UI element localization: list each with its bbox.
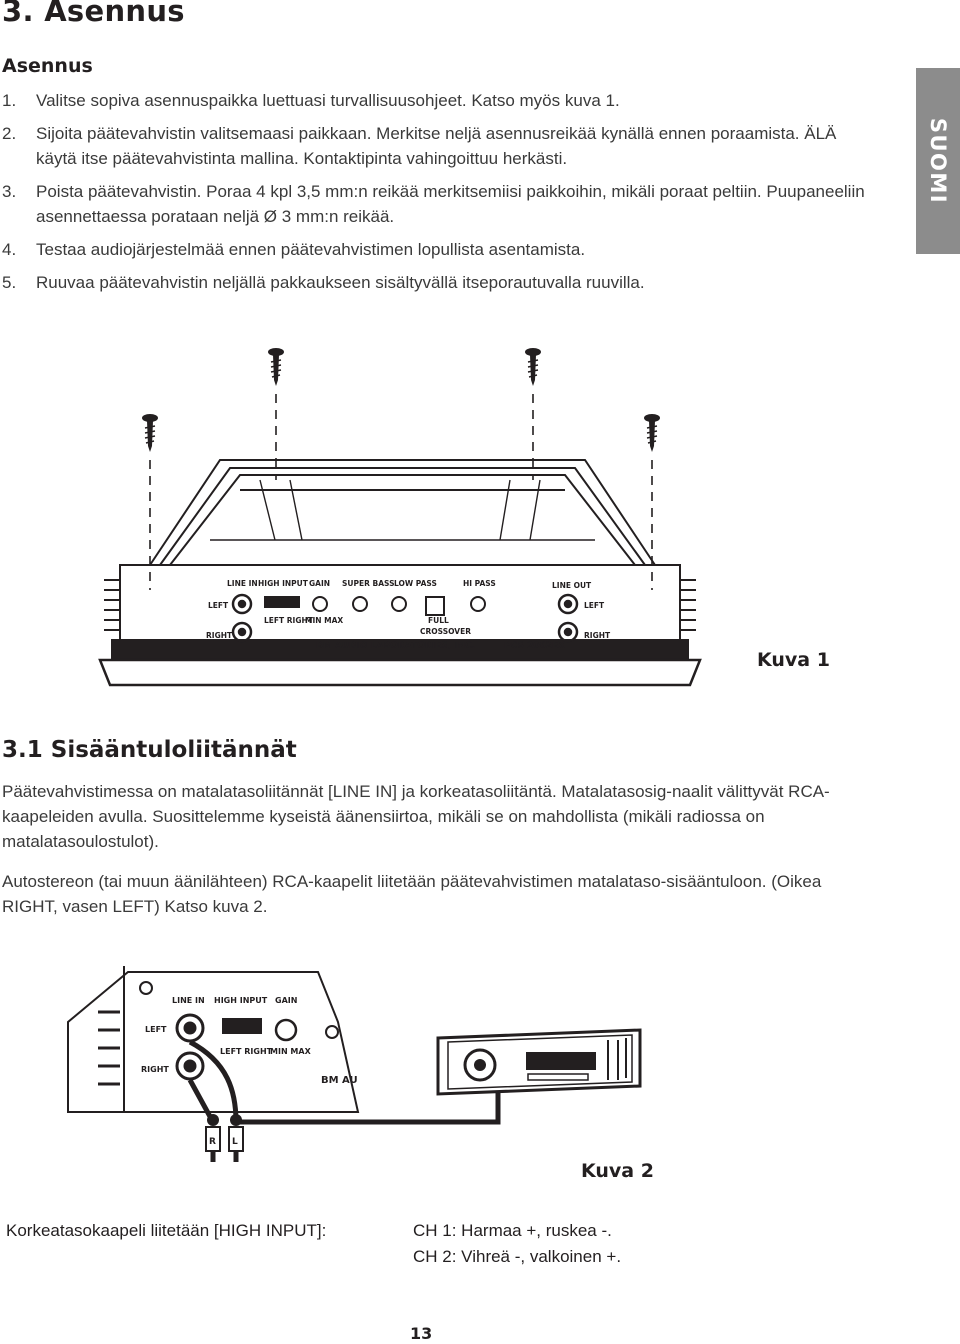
step-number: 5. <box>2 273 17 292</box>
heatsink-fins <box>98 1012 120 1084</box>
ch2-note: CH 2: Vihreä -, valkoinen +. <box>413 1247 622 1266</box>
label-super-bass: SUPER BASS <box>342 579 395 588</box>
label-left-right: LEFT RIGHT <box>220 1047 273 1056</box>
label-right: RIGHT <box>206 631 233 640</box>
language-tab <box>916 68 960 254</box>
amplifier-body <box>100 460 700 685</box>
list-item <box>0 88 880 113</box>
install-heading: Asennus <box>2 55 93 77</box>
page-title: 3. Asennus <box>2 0 185 28</box>
ch1-note: CH 1: Harmaa +, ruskea -. <box>413 1221 612 1240</box>
screw-icon <box>644 414 660 452</box>
label-left-right: LEFT RIGHT <box>264 616 313 625</box>
label-hi-pass: HI PASS <box>463 579 496 588</box>
step-text: Poista päätevahvistin. Poraa 4 kpl 3,5 mm:n reikää merkitsemiisi paikkoihin, mikäli poraat peltiin. Puupaneeliin asennettaessa porataan neljä Ø 3 mm:n reikää. <box>36 182 865 226</box>
list-item <box>0 237 880 262</box>
label-line-in: LINE IN <box>172 996 205 1005</box>
high-input-note: Korkeatasokaapeli liitetään [HIGH INPUT]: <box>6 1221 327 1240</box>
step-text: Valitse sopiva asennuspaikka luettuasi turvallisuusohjeet. Katso myös kuva 1. <box>36 91 620 110</box>
high-input-terminal <box>264 596 300 608</box>
install-steps-list <box>0 88 880 303</box>
screw-icon <box>142 414 158 452</box>
label-line-out: LINE OUT <box>552 581 592 590</box>
section-heading: 3.1 Sisääntuloliitännät <box>2 737 297 763</box>
label-high-input: HIGH INPUT <box>258 579 308 588</box>
screw-icon <box>525 348 541 386</box>
language-tab-label: SUOMI <box>926 117 950 205</box>
list-item <box>0 179 880 229</box>
label-right: RIGHT <box>141 1065 169 1074</box>
step-number: 4. <box>2 240 17 259</box>
label-left: LEFT <box>208 601 229 610</box>
step-number: 1. <box>2 91 17 110</box>
step-text: Ruuvaa päätevahvistin neljällä pakkaukseen sisältyvällä itseporautuvalla ruuvilla. <box>36 273 645 292</box>
figure2-caption: Kuva 2 <box>581 1160 654 1182</box>
amplifier-end-panel <box>68 966 358 1112</box>
label-right-out: RIGHT <box>584 631 611 640</box>
brand-label: BM AU <box>321 1075 358 1086</box>
knob-icon <box>313 597 485 611</box>
paragraph: Päätevahvistimessa on matalatasoliitännät [LINE IN] ja korkeatasoliitäntä. Matalatasosig-naalit välittyvät RCA-kaapeleiden avulla. Suosittelemme kyseistä äänensiirtoa, mikäli se on mahdollista (mikäli radiossa on matalatasoulostulot). <box>2 782 830 851</box>
label-left-out: LEFT <box>584 601 605 610</box>
drill-guide-lines <box>150 394 652 590</box>
gain-knob-icon <box>276 1020 296 1040</box>
list-item <box>0 121 880 171</box>
step-number: 2. <box>2 124 17 143</box>
label-min-max: MIN MAX <box>305 616 344 625</box>
label-full: FULL <box>428 616 449 625</box>
label-line-in: LINE IN <box>227 579 258 588</box>
brand-label: BM AUDIO LABORATORIES, INC. <box>316 641 476 651</box>
plug-l-label: L <box>232 1137 238 1147</box>
paragraph: Autostereon (tai muun äänilähteen) RCA-kaapelit liitetään päätevahvistimen matalataso-sisääntuloon. (Oikea RIGHT, vasen LEFT) Katso kuva 2. <box>2 872 822 916</box>
high-input-terminal <box>222 1018 262 1034</box>
label-gain: GAIN <box>309 579 331 588</box>
label-high-input: HIGH INPUT <box>214 996 268 1005</box>
step-text: Testaa audiojärjestelmää ennen päätevahvistimen lopullista asentamista. <box>36 240 586 259</box>
step-text: Sijoita päätevahvistin valitsemaasi paikkaan. Merkitse neljä asennusreikää kynällä ennen poraamista. ÄLÄ käytä itse päätevahvistinta mallina. Kontaktipinta vahingoittuu herkästi. <box>36 124 837 168</box>
plug-r-label: R <box>209 1137 216 1147</box>
label-min-max: MIN MAX <box>270 1047 311 1056</box>
car-stereo-icon <box>438 1030 640 1094</box>
label-crossover: CROSSOVER <box>420 627 471 636</box>
model-label: PCS 2062EX <box>504 641 566 651</box>
screw-icon <box>268 348 284 386</box>
crossover-switch <box>426 597 444 615</box>
page-number: 13 <box>410 1324 433 1343</box>
rca-connection-figure <box>28 962 688 1172</box>
amplifier-mounting-figure <box>90 340 710 700</box>
list-item <box>0 270 880 295</box>
step-number: 3. <box>2 182 17 201</box>
figure1-caption: Kuva 1 <box>757 649 830 671</box>
label-low-pass: LOW PASS <box>394 579 437 588</box>
label-gain: GAIN <box>275 996 298 1005</box>
label-left: LEFT <box>145 1025 167 1034</box>
